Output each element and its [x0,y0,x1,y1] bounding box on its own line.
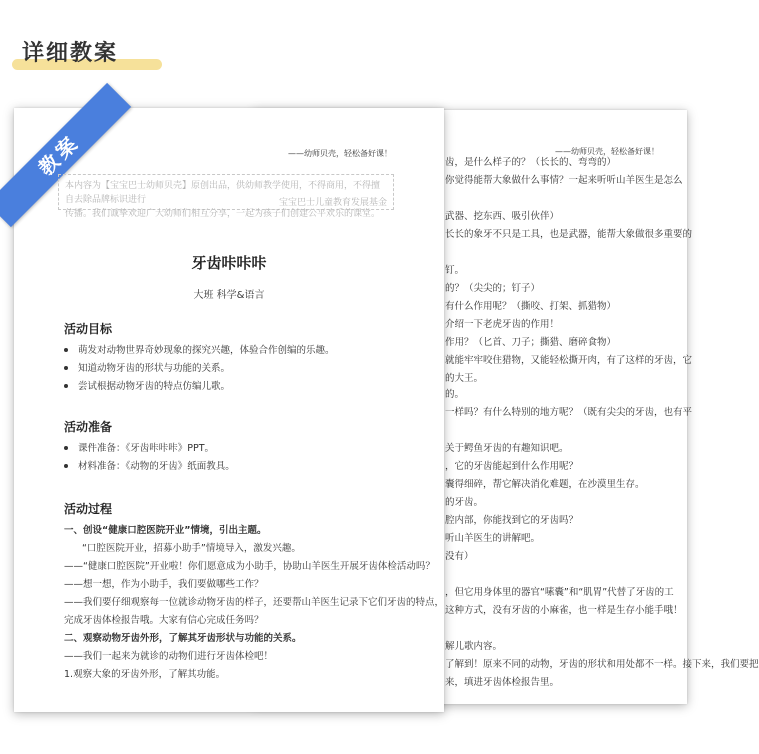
document-title: 牙齿咔咔咔 [191,254,267,272]
process-line: ——我们一起来为就诊的动物们进行牙齿体检吧！ [64,651,274,662]
process-line: 1.观察大象的牙齿外形，了解其功能。 [64,669,226,680]
back-page-line: 齿，是什么样子的？（长长的、弯弯的） [445,157,617,168]
back-page-line: 关于鳄鱼牙齿的有趣知识吧。 [445,443,569,454]
process-line: 完成牙齿体检报告哦。大家有信心完成任务吗？ [64,615,264,626]
notice-signature: 宝宝巴士儿童教育发展基金 [278,198,387,208]
back-page-line: 没有） [445,551,474,562]
process-line: “口腔医院开业，招募小助手”情境导入，激发兴趣。 [82,543,301,554]
back-page-line: 的。 [445,389,465,400]
section-header [22,36,118,76]
slogan: ——幼师贝壳，轻松备好课！ [555,147,659,156]
back-page-line: 就能牢牢咬住猎物，又能轻松撕开肉，有了这样的牙齿，它 [445,355,693,366]
goal-item: 知道动物牙齿的形状与功能的关系。 [64,360,230,374]
process-line: ——想一想，作为小助手，我们要做哪些工作？ [64,579,264,590]
document-subtitle: 大班 科学&语言 [193,290,265,301]
goal-item: 萌发对动物世界奇妙现象的探究兴趣，体验合作创编的乐趣。 [64,342,335,356]
notice-line: 传播。我们诚挚欢迎广大幼师们相互分享，一起为孩子们创建公平欢乐的课堂。 [65,209,381,219]
back-page-line: 囊得细碎，帮它解决消化难题，在沙漠里生存。 [445,479,645,490]
copyright-notice [58,174,394,219]
section-title: 详细教案 [22,41,119,66]
back-page-line: 了解到！原来不同的动物，牙齿的形状和用处都不一样。接下来，我们要把 [445,659,759,670]
prep-heading: 活动准备 [64,420,113,434]
back-page-line: 的大王。 [445,373,484,384]
prep-item: 材料准备：《动物的牙齿》纸面教具。 [64,458,235,472]
back-page-line: 长长的象牙不只是工具，也是武器，能帮大象做很多重要的 [445,229,693,240]
back-page-line: 腔内部，你能找到它的牙齿吗？ [445,515,579,526]
process-line: ——我们要仔细观察每一位就诊动物牙齿的样子，还要帮山羊医生记录下它们牙齿的特点， [64,597,445,608]
prep-item: 课件准备：《牙齿咔咔咔》PPT。 [64,440,214,454]
slogan: ——幼师贝壳，轻松备好课！ [288,149,392,158]
back-page-line: 介绍一下老虎牙齿的作用！ [445,319,560,330]
back-page-line: 钉。 [445,265,465,276]
lesson-plan-ribbon: 教案 [0,83,131,227]
back-page-line: 有什么作用呢？（撕咬、打架、抓猎物） [445,301,617,312]
back-page-line: ，它的牙齿能起到什么作用呢？ [445,461,579,472]
back-page-line: 的牙齿。 [445,497,484,508]
back-page-line: 听山羊医生的讲解吧。 [445,533,541,544]
back-page-line: 的？（尖尖的；钉子） [445,283,541,294]
back-page-line: 武器、挖东西、吸引伙伴） [445,211,560,222]
back-page-line: 你觉得能帮大象做什么事情？一起来听听山羊医生是怎么 [445,175,683,186]
process-line: ——“健康口腔医院”开业啦！你们愿意成为小助手，协助山羊医生开展牙齿体检活动吗？ [64,561,435,572]
process-heading: 活动过程 [64,502,113,516]
back-page-line: ，但它用身体里的器官“嗉囊”和“肌胃”代替了牙齿的工 [445,587,674,598]
goal-item: 尝试根据动物牙齿的特点仿编儿歌。 [64,378,230,392]
process-line: 一、创设“健康口腔医院开业”情境，引出主题。 [64,525,267,536]
back-page-line: 这种方式，没有牙齿的小麻雀，也一样是生存小能手哦！ [445,605,683,616]
back-page-line: 来，填进牙齿体检报告里。 [445,677,560,688]
notice-line: 本内容为【宝宝巴士幼师贝壳】原创出品，供幼师教学使用，不得商用，不得擅自去除品牌标识进行 [65,181,381,205]
back-page-line: 作用？（匕首、刀子；撕猎、磨碎食物） [445,337,617,348]
back-page-line: 一样吗？有什么特别的地方呢？（既有尖尖的牙齿，也有平 [445,407,693,418]
back-page-line: 解儿歌内容。 [445,641,503,652]
process-line: 二、观察动物牙齿外形，了解其牙齿形状与功能的关系。 [64,633,302,644]
document-page-front [14,108,444,712]
goals-heading: 活动目标 [64,322,113,336]
